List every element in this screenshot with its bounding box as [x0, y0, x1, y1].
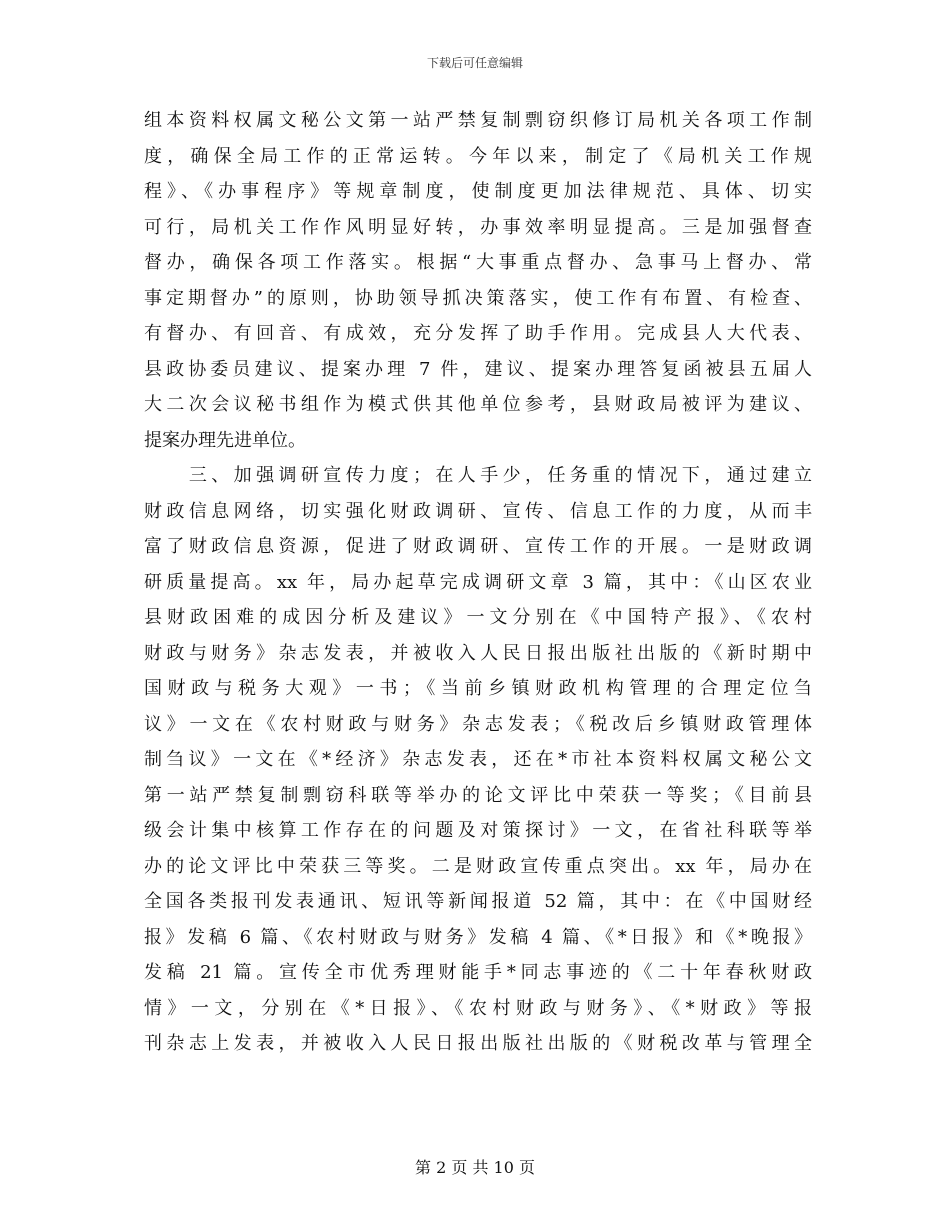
body-line: 级会计集中核算工作存在的问题及对策探讨》一文，在省社科联等举 — [144, 820, 812, 841]
body-line: 议》一文在《农村财政与财务》杂志发表；《税改后乡镇财政管理体 — [144, 713, 812, 735]
body-line: 有督办、有回音、有成效，充分发挥了助手作用。完成县人大代表、 — [144, 323, 812, 344]
body-line: 提案办理先进单位。 — [144, 429, 306, 451]
body-line: 三、加强调研宣传力度；在人手少，任务重的情况下，通过建立 — [144, 465, 812, 486]
body-line: 全国各类报刊发表通讯、短讯等新闻报道 52 篇，其中：在《中国财经 — [144, 891, 812, 912]
body-line: 可行，局机关工作作风明显好转，办事效率明显提高。三是加强督查 — [144, 216, 812, 238]
body-line: 第一站严禁复制剽窃科联等举办的论文评比中荣获一等奖；《目前县 — [144, 784, 812, 806]
page-number-footer: 第 2 页 共 10 页 — [415, 1158, 535, 1177]
body-line: 大二次会议秘书组作为模式供其他单位参考，县财政局被评为建议、 — [144, 394, 812, 415]
document-body — [144, 103, 812, 1062]
body-line: 刊杂志上发表，并被收入人民日报出版社出版的《财税改革与管理全 — [144, 1033, 812, 1054]
body-line: 富了财政信息资源，促进了财政调研、宣传工作的开展。一是财政调 — [144, 536, 812, 557]
body-line: 财政信息网络，切实强化财政调研、宣传、信息工作的力度，从而丰 — [144, 500, 812, 522]
body-line: 组本资料权属文秘公文第一站严禁复制剽窃织修订局机关各项工作制 — [144, 110, 812, 131]
body-line: 办的论文评比中荣获三等奖。二是财政宣传重点突出。xx 年，局办在 — [144, 855, 812, 877]
body-line: 情》一文，分别在《*日报》、《农村财政与财务》、《*财政》等报 — [144, 997, 812, 1019]
body-line: 国财政与税务大观》一书；《当前乡镇财政机构管理的合理定位刍 — [144, 678, 812, 699]
body-line: 研质量提高。xx 年，局办起草完成调研文章 3 篇，其中：《山区农业 — [144, 571, 812, 593]
body-line: 县政协委员建议、提案办理 7 件，建议、提案办理答复函被县五届人 — [144, 358, 812, 380]
page-header-note: 下载后可任意编辑 — [426, 56, 523, 70]
body-line: 督办，确保各项工作落实。根据“大事重点督办、急事马上督办、常 — [144, 252, 812, 273]
body-line: 程》、《办事程序》等规章制度，使制度更加法律规范、具体、切实 — [144, 181, 812, 202]
body-line: 县财政困难的成因分析及建议》一文分别在《中国特产报》、《农村 — [144, 607, 812, 628]
body-line: 报》发稿 6 篇、《农村财政与财务》发稿 4 篇、《*日报》和《*晚报》 — [144, 926, 812, 948]
body-line: 制刍议》一文在《*经济》杂志发表，还在*市社本资料权属文秘公文 — [144, 749, 812, 770]
body-line: 度，确保全局工作的正常运转。今年以来，制定了《局机关工作规 — [144, 145, 812, 167]
body-line: 发稿 21 篇。宣传全市优秀理财能手*同志事迹的《二十年春秋财政 — [144, 962, 812, 983]
body-line: 财政与财务》杂志发表，并被收入人民日报出版社出版的《新时期中 — [144, 642, 812, 664]
body-line: 事定期督办”的原则，协助领导抓决策落实，使工作有布置、有检查、 — [144, 287, 812, 309]
